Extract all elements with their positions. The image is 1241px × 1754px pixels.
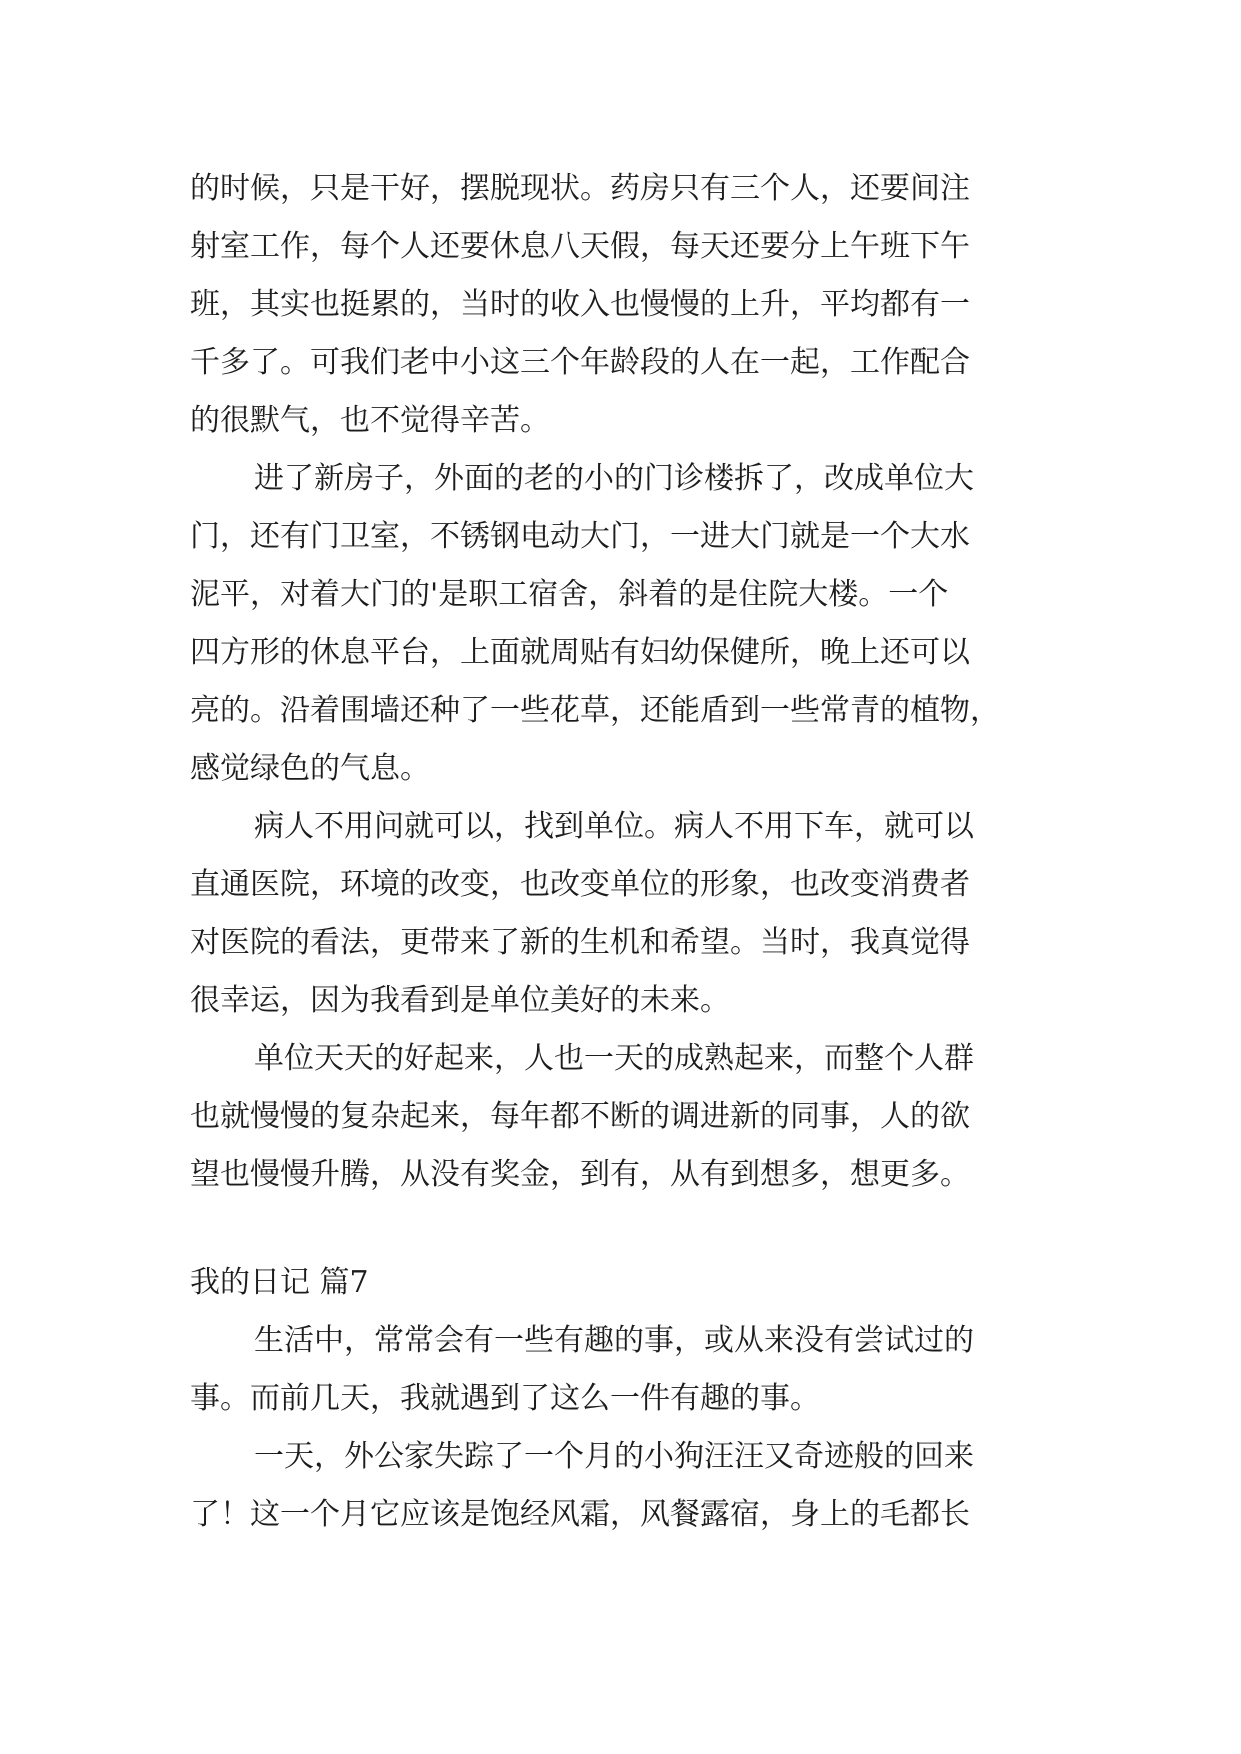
paragraph-line: 感觉绿色的气息。 bbox=[190, 751, 430, 786]
paragraph-line: 射室工作，每个人还要休息八天假，每天还要分上午班下午 bbox=[190, 229, 970, 264]
paragraph bbox=[190, 160, 1070, 450]
paragraph-line: 望也慢慢升腾，从没有奖金，到有，从有到想多，想更多。 bbox=[190, 1157, 970, 1192]
paragraph-line: 班，其实也挺累的，当时的收入也慢慢的上升，平均都有一 bbox=[190, 287, 970, 322]
paragraph bbox=[190, 450, 1070, 798]
paragraph bbox=[190, 1428, 1070, 1544]
section-heading: 我的日记 篇7 bbox=[190, 1265, 369, 1300]
paragraph-line: 事。而前几天，我就遇到了这么一件有趣的事。 bbox=[190, 1381, 820, 1416]
paragraph bbox=[190, 1312, 1070, 1428]
paragraph-line: 直通医院，环境的改变，也改变单位的形象，也改变消费者 bbox=[190, 867, 970, 902]
document-body bbox=[190, 160, 1070, 1544]
paragraph-line: 的很默气，也不觉得辛苦。 bbox=[190, 403, 550, 438]
paragraph-line: 门，还有门卫室，不锈钢电动大门，一进大门就是一个大水 bbox=[190, 519, 970, 554]
paragraph bbox=[190, 1030, 1070, 1204]
paragraph-line: 对医院的看法，更带来了新的生机和希望。当时，我真觉得 bbox=[190, 925, 970, 960]
paragraph-line: 亮的。沿着围墙还种了一些花草，还能盾到一些常青的植物， bbox=[190, 693, 1000, 728]
paragraph-line: 也就慢慢的复杂起来，每年都不断的调进新的同事，人的欲 bbox=[190, 1099, 970, 1134]
paragraph-line: 的时候，只是干好，摆脱现状。药房只有三个人，还要间注 bbox=[190, 171, 970, 206]
paragraph-line: 生活中，常常会有一些有趣的事，或从来没有尝试过的 bbox=[254, 1323, 974, 1358]
paragraph-line: 四方形的休息平台，上面就周贴有妇幼保健所，晚上还可以 bbox=[190, 635, 970, 670]
paragraph bbox=[190, 798, 1070, 1030]
paragraph-line: 一天，外公家失踪了一个月的小狗汪汪又奇迹般的回来 bbox=[254, 1439, 974, 1474]
paragraph-line: 病人不用问就可以，找到单位。病人不用下车，就可以 bbox=[254, 809, 974, 844]
paragraph-line: 千多了。可我们老中小这三个年龄段的人在一起，工作配合 bbox=[190, 345, 970, 380]
paragraph-line: 很幸运，因为我看到是单位美好的未来。 bbox=[190, 983, 730, 1018]
paragraph-line: 了！这一个月它应该是饱经风霜，风餐露宿，身上的毛都长 bbox=[190, 1497, 970, 1532]
paragraph-line: 泥平，对着大门的'是职工宿舍，斜着的是住院大楼。一个 bbox=[190, 577, 949, 612]
paragraph-line: 进了新房子，外面的老的小的门诊楼拆了，改成单位大 bbox=[254, 461, 974, 496]
paragraph-line: 单位天天的好起来，人也一天的成熟起来，而整个人群 bbox=[254, 1041, 974, 1076]
